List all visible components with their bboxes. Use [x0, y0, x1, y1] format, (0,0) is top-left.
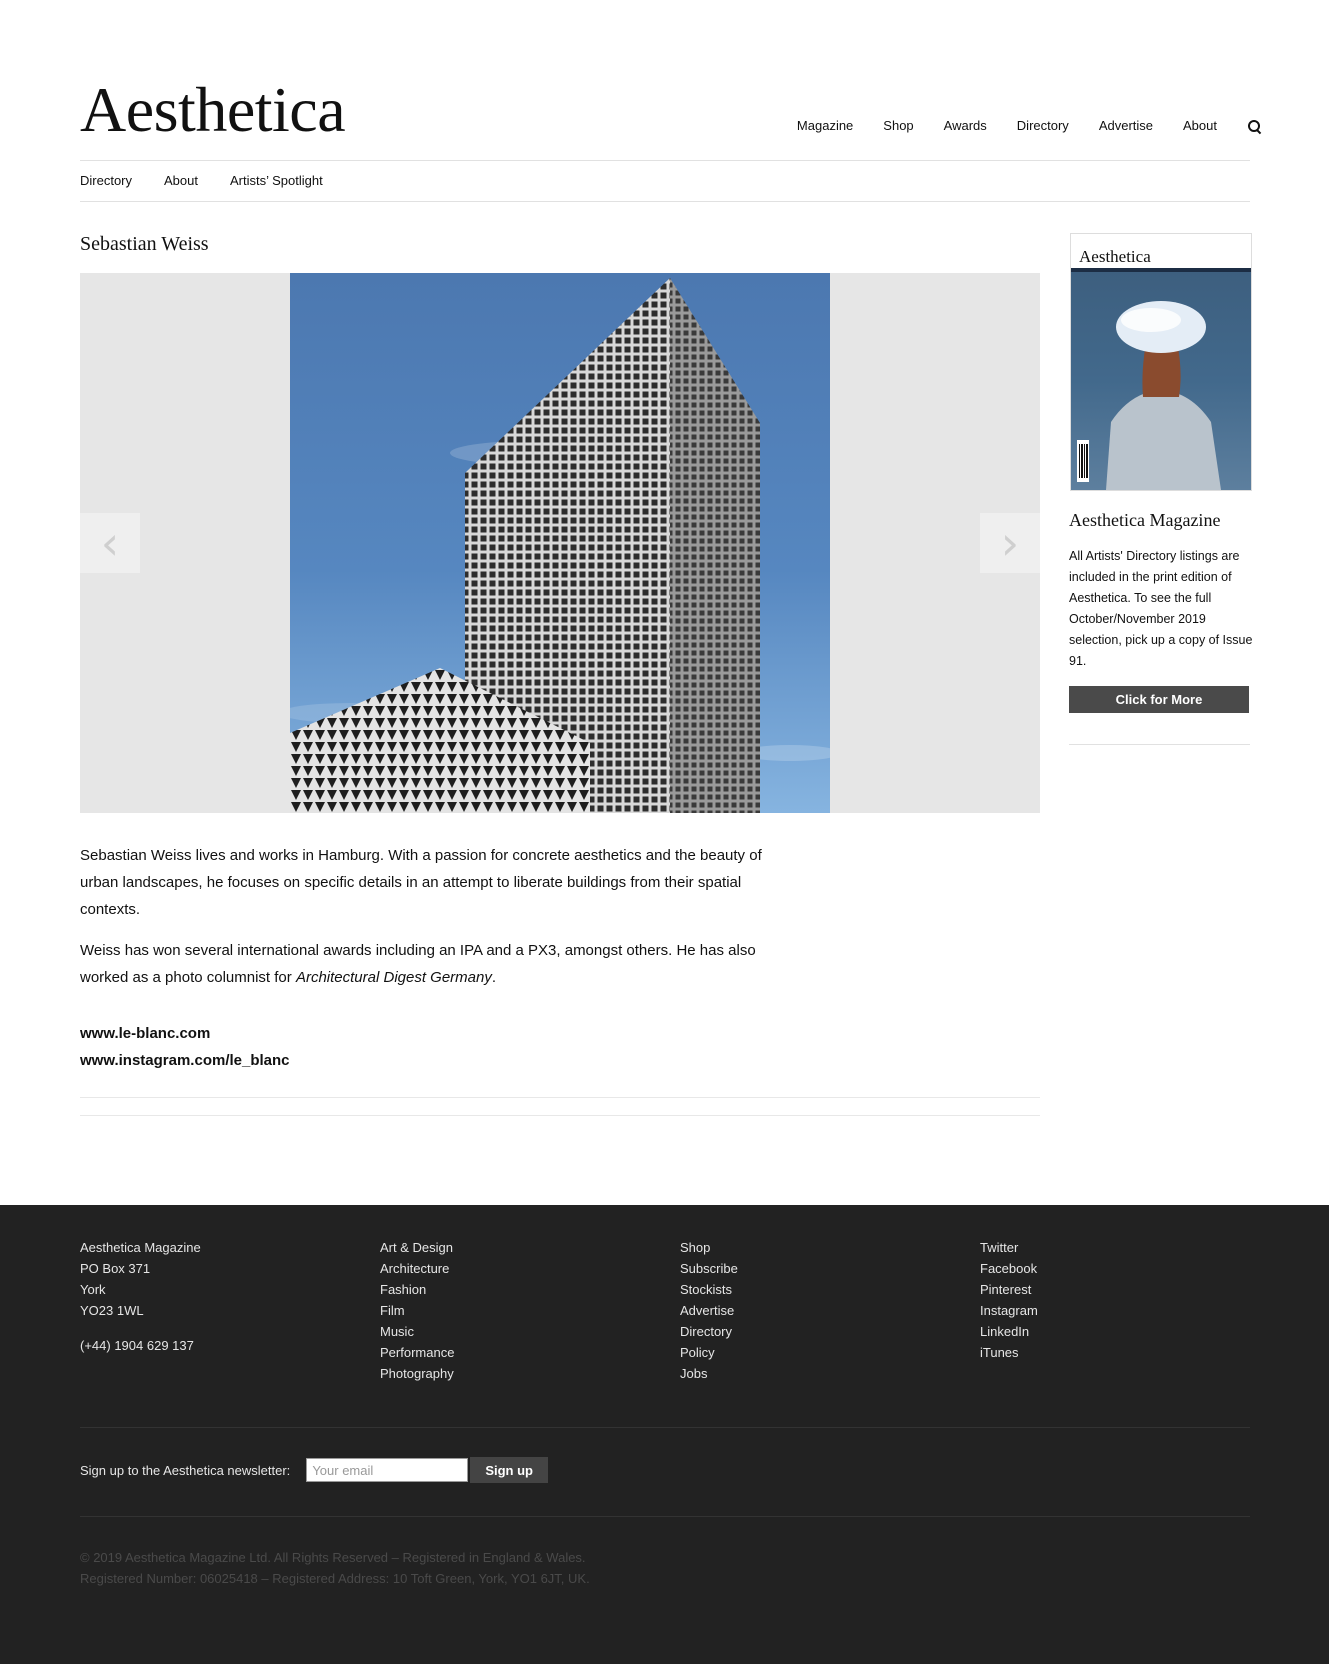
footer-company: [680, 1237, 738, 1384]
link-website[interactable]: www.le-blanc.com: [80, 1025, 211, 1042]
bio-p2-text: Weiss has won several international awards including an IPA and a PX3, amongst others. He has also worked as a photo columnist for: [80, 942, 756, 986]
newsletter-label: Sign up to the Aesthetica newsletter:: [80, 1462, 291, 1478]
cover-masthead: [1071, 234, 1251, 268]
footer-link-jobs[interactable]: Jobs: [680, 1366, 708, 1381]
address-line: York: [80, 1282, 106, 1297]
footer-link-linkedin[interactable]: LinkedIn: [980, 1324, 1030, 1339]
slide-image-building: [290, 273, 830, 813]
newsletter-email-input[interactable]: [306, 1458, 468, 1482]
chevron-left-icon: ‹: [100, 516, 120, 570]
address-line: PO Box 371: [80, 1261, 151, 1276]
footer-link-directory[interactable]: Directory: [680, 1324, 733, 1339]
search-icon[interactable]: [1247, 119, 1261, 133]
newsletter-signup-button[interactable]: Sign up: [470, 1457, 548, 1483]
newsletter-form: [80, 1457, 548, 1483]
subnav-about[interactable]: About: [164, 173, 198, 188]
sidebar-divider: [1069, 744, 1250, 745]
footer-link-pinterest[interactable]: Pinterest: [980, 1282, 1032, 1297]
slider-next-button[interactable]: [980, 513, 1040, 573]
bio-p2-publication: Architectural Digest Germany: [295, 969, 492, 986]
image-slider: [80, 273, 1040, 813]
footer-link-architecture[interactable]: Architecture: [380, 1261, 450, 1276]
copyright-line: © 2019 Aesthetica Magazine Ltd. All Rights Reserved – Registered in England & Wales.: [80, 1550, 586, 1565]
footer-link-policy[interactable]: Policy: [680, 1345, 715, 1360]
artist-links: [80, 1020, 290, 1074]
footer-divider-2: [80, 1516, 1250, 1517]
footer-link-stockists[interactable]: Stockists: [680, 1282, 733, 1297]
footer-link-instagram[interactable]: Instagram: [980, 1303, 1038, 1318]
subnav-artists-spotlight[interactable]: Artists’ Spotlight: [230, 173, 323, 188]
bio-p2-end: .: [491, 969, 497, 986]
subnav-divider: [80, 201, 1250, 202]
content-divider-2: [80, 1115, 1040, 1116]
copyright: [80, 1547, 590, 1589]
content-divider: [80, 1097, 1040, 1098]
link-instagram[interactable]: www.instagram.com/le_blanc: [80, 1052, 290, 1069]
footer-link-shop[interactable]: Shop: [680, 1240, 711, 1255]
bio-paragraph-1: Sebastian Weiss lives and works in Hamburg. With a passion for concrete aesthetics and the beauty of urban landscapes, he focuses on specific details in an attempt to liberate buildings from their spatial contexts.: [80, 847, 762, 918]
footer-link-performance[interactable]: Performance: [380, 1345, 455, 1360]
footer-link-subscribe[interactable]: Subscribe: [680, 1261, 738, 1276]
footer-link-facebook[interactable]: Facebook: [980, 1261, 1038, 1276]
copyright-line: Registered Number: 06025418 – Registered Address: 10 Toft Green, York, YO1 6JT, UK.: [80, 1571, 590, 1586]
bio-paragraph-2: [80, 937, 780, 991]
building-photo: [290, 273, 830, 813]
chevron-right-icon: ›: [1000, 516, 1020, 570]
cover-illustration: [1071, 272, 1251, 490]
footer-link-film[interactable]: Film: [380, 1303, 405, 1318]
footer-link-art-design[interactable]: Art & Design: [380, 1240, 453, 1255]
footer-link-fashion[interactable]: Fashion: [380, 1282, 427, 1297]
sub-nav: [80, 173, 323, 188]
footer-link-photography[interactable]: Photography: [380, 1366, 454, 1381]
nav-shop[interactable]: Shop: [883, 118, 914, 133]
footer-link-advertise[interactable]: Advertise: [680, 1303, 735, 1318]
sidebar-text: All Artists' Directory listings are included in the print edition of Aesthetica. To see the full October/November 2019 selection, pick up a copy of Issue 91.: [1069, 549, 1253, 668]
artist-bio: [80, 842, 780, 1005]
address-line: YO23 1WL: [80, 1303, 144, 1318]
address-line: Aesthetica Magazine: [80, 1240, 201, 1255]
cover-masthead-text: Aesthetica: [1079, 247, 1151, 266]
site-logo[interactable]: Aesthetica: [80, 74, 346, 145]
footer-address: [80, 1237, 201, 1356]
magazine-cover[interactable]: [1070, 233, 1252, 491]
footer-phone: (+44) 1904 629 137: [80, 1338, 194, 1353]
main-nav: [797, 118, 1261, 133]
header-divider: [80, 160, 1250, 161]
cover-artwork: [1071, 272, 1251, 490]
footer-link-twitter[interactable]: Twitter: [980, 1240, 1019, 1255]
click-for-more-button[interactable]: Click for More: [1069, 686, 1249, 713]
footer-link-itunes[interactable]: iTunes: [980, 1345, 1019, 1360]
nav-magazine[interactable]: Magazine: [796, 118, 854, 133]
nav-about[interactable]: About: [1183, 118, 1217, 133]
nav-awards[interactable]: Awards: [943, 118, 987, 133]
subnav-directory[interactable]: Directory: [80, 173, 133, 188]
slider-prev-button[interactable]: [80, 513, 140, 573]
nav-directory[interactable]: Directory: [1016, 118, 1069, 133]
page-title: Sebastian Weiss: [80, 233, 209, 255]
nav-advertise[interactable]: Advertise: [1098, 118, 1154, 133]
site-footer: [0, 1205, 1329, 1664]
sidebar-title: Aesthetica Magazine: [1069, 510, 1221, 530]
footer-categories: [380, 1237, 454, 1384]
footer-link-music[interactable]: Music: [380, 1324, 414, 1339]
footer-divider: [80, 1427, 1250, 1428]
footer-social: [980, 1237, 1038, 1363]
